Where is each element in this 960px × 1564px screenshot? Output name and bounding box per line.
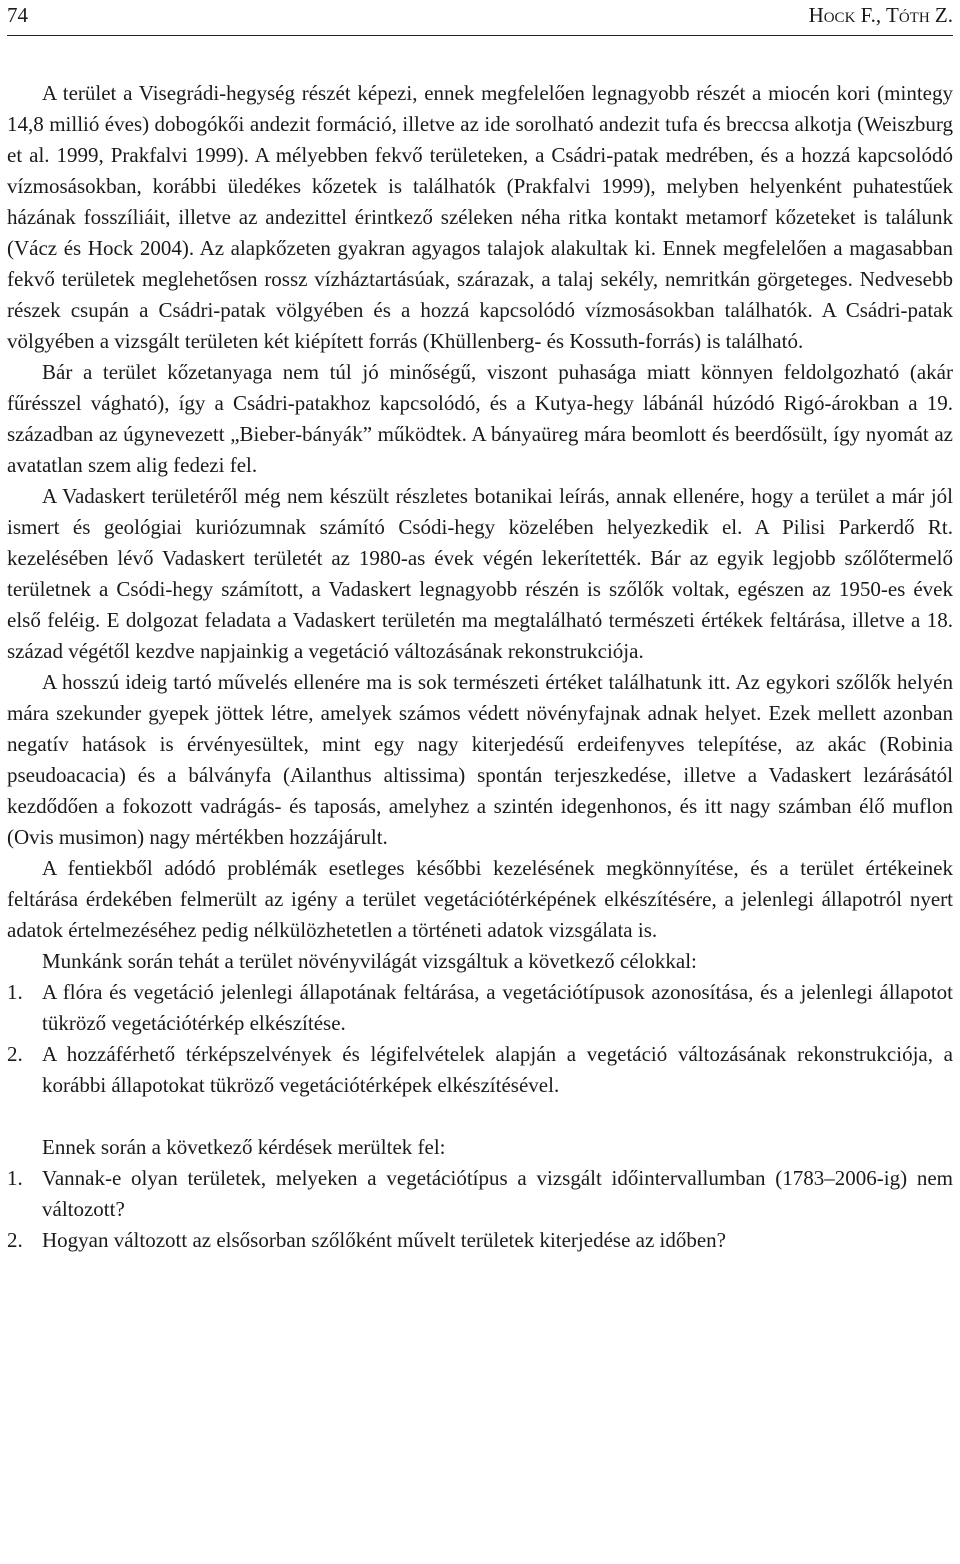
page-number: 74 xyxy=(7,3,28,27)
list-item xyxy=(7,977,953,1039)
goals-list xyxy=(7,977,953,1101)
article-body xyxy=(7,78,953,1256)
questions-list xyxy=(7,1163,953,1256)
paragraph-questions-intro: Ennek során a következő kérdések merültek fel: xyxy=(42,1135,446,1159)
header-rule xyxy=(7,35,953,36)
list-item-number: 1. xyxy=(7,980,23,1004)
paragraph-geology: A terület a Visegrádi-hegység részét képezi, ennek megfelelően legnagyobb részét a miocén kori (mintegy 14,8 millió éves) dobogókői andezit formáció, illetve az ide sorolható andezit tufa és breccsa alkotja (Weiszburg et al. 1999, Prakfalvi 1999). A mélyebben fekvő területeken, a Csádri-patak medrében, és a hozzá kapcsolódó vízmosásokban, korábbi üledékes kőzetek is találhatók (Prakfalvi 1999), melyben helyenként puhatestűek házának fosszíliáit, illetve az andezittel érintkező széleken néha ritka kontakt metamorf kőzeteket is találunk (Vácz és Hock 2004). Az alapkőzeten gyakran agyagos talajok alakultak ki. Ennek megfelelően a magasabban fekvő területek meglehetősen rossz vízháztartásúak, szárazak, a talaj sekély, nemritkán görgeteges. Nedvesebb részek csupán a Csádri-patak völgyében és a hozzá kapcsolódó vízmosásokban találhatók. A Csádri-patak völgyében a vizsgált területen két kiépített forrás (Khüllenberg- és Kossuth-forrás) is található. xyxy=(7,81,953,353)
paragraph-natural-values: A hosszú ideig tartó művelés ellenére ma is sok természeti értéket találhatunk itt. Az egykori szőlők helyén mára szekunder gyepek jöttek létre, amelyek számos védett növényfajnak adnak helyet. Ezek mellett azonban negatív hatások is érvényesültek, mint egy nagy kiterjedésű erdeifenyves telepítése, az akác (Robinia pseudoacacia) és a bálványfa (Ailanthus altissima) spontán terjeszkedése, illetve a Vadaskert lezárásától kezdődően a fokozott vadrágás- és taposás, amelyhez a szintén idegenhonos, és itt nagy számban élő muflon (Ovis musimon) nagy mértékben hozzájárult. xyxy=(7,670,953,849)
list-item xyxy=(7,1039,953,1101)
list-item-number: 2. xyxy=(7,1228,23,1252)
list-item-number: 1. xyxy=(7,1166,23,1190)
running-head: Hock F., Tóth Z. xyxy=(808,3,953,27)
list-item-number: 2. xyxy=(7,1042,23,1066)
list-item-text: A hozzáférhető térképszelvények és légifelvételek alapján a vegetáció változásának rekonstrukciója, a korábbi állapotokat tükröző vegetációtérképek elkészítésével. xyxy=(42,1042,953,1097)
list-item xyxy=(7,1163,953,1225)
list-item-text: A flóra és vegetáció jelenlegi állapotának feltárása, a vegetációtípusok azonosítása, és a jelenlegi állapotot tükröző vegetációtérkép elkészítése. xyxy=(42,980,953,1035)
paragraph-problems: A fentiekből adódó problémák esetleges későbbi kezelésének megkönnyítése, és a terület értékeinek feltárása érdekében felmerült az igény a terület vegetációtérképének elkészítésére, a jelenlegi állapotról nyert adatok értelmezéséhez pedig nélkülözhetetlen a történeti adatok vizsgálata is. xyxy=(7,856,953,942)
list-item-text: Hogyan változott az elsősorban szőlőként művelt területek kiterjedése az időben? xyxy=(42,1228,727,1252)
list-item xyxy=(7,1225,953,1256)
paragraph-mining: Bár a terület kőzetanyaga nem túl jó minőségű, viszont puhasága miatt könnyen feldolgozható (akár fűrésszel vágható), így a Csádri-patakhoz kapcsolódó, és a Kutya-hegy lábánál húzódó Rigó-árokban a 19. században az úgynevezett „Bieber-bányák” működtek. A bányaüreg mára beomlott és beerdősült, így nyomát az avatatlan szem alig fedezi fel. xyxy=(7,360,953,477)
paragraph-goals-intro: Munkánk során tehát a terület növényvilágát vizsgáltuk a következő célokkal: xyxy=(42,949,697,973)
list-item-text: Vannak-e olyan területek, melyeken a vegetációtípus a vizsgált időintervallumban (1783–2006-ig) nem változott? xyxy=(42,1166,953,1221)
page-header xyxy=(7,0,953,30)
paragraph-vadaskert: A Vadaskert területéről még nem készült részletes botanikai leírás, annak ellenére, hogy a terület a már jól ismert és geológiai kuriózumnak számító Csódi-hegy közelében helyezkedik el. A Pilisi Parkerdő Rt. kezelésében lévő Vadaskert területét az 1980-as évek végén lekerítették. Bár az egyik legjobb szőlőtermelő területnek a Csódi-hegy számított, a Vadaskert legnagyobb részén is szőlők voltak, egészen az 1950-es évek első feléig. E dolgozat feladata a Vadaskert területén ma megtalálható természeti értékek feltárása, illetve a 18. század végétől kezdve napjainkig a vegetáció változásának rekonstrukciója. xyxy=(7,484,953,663)
